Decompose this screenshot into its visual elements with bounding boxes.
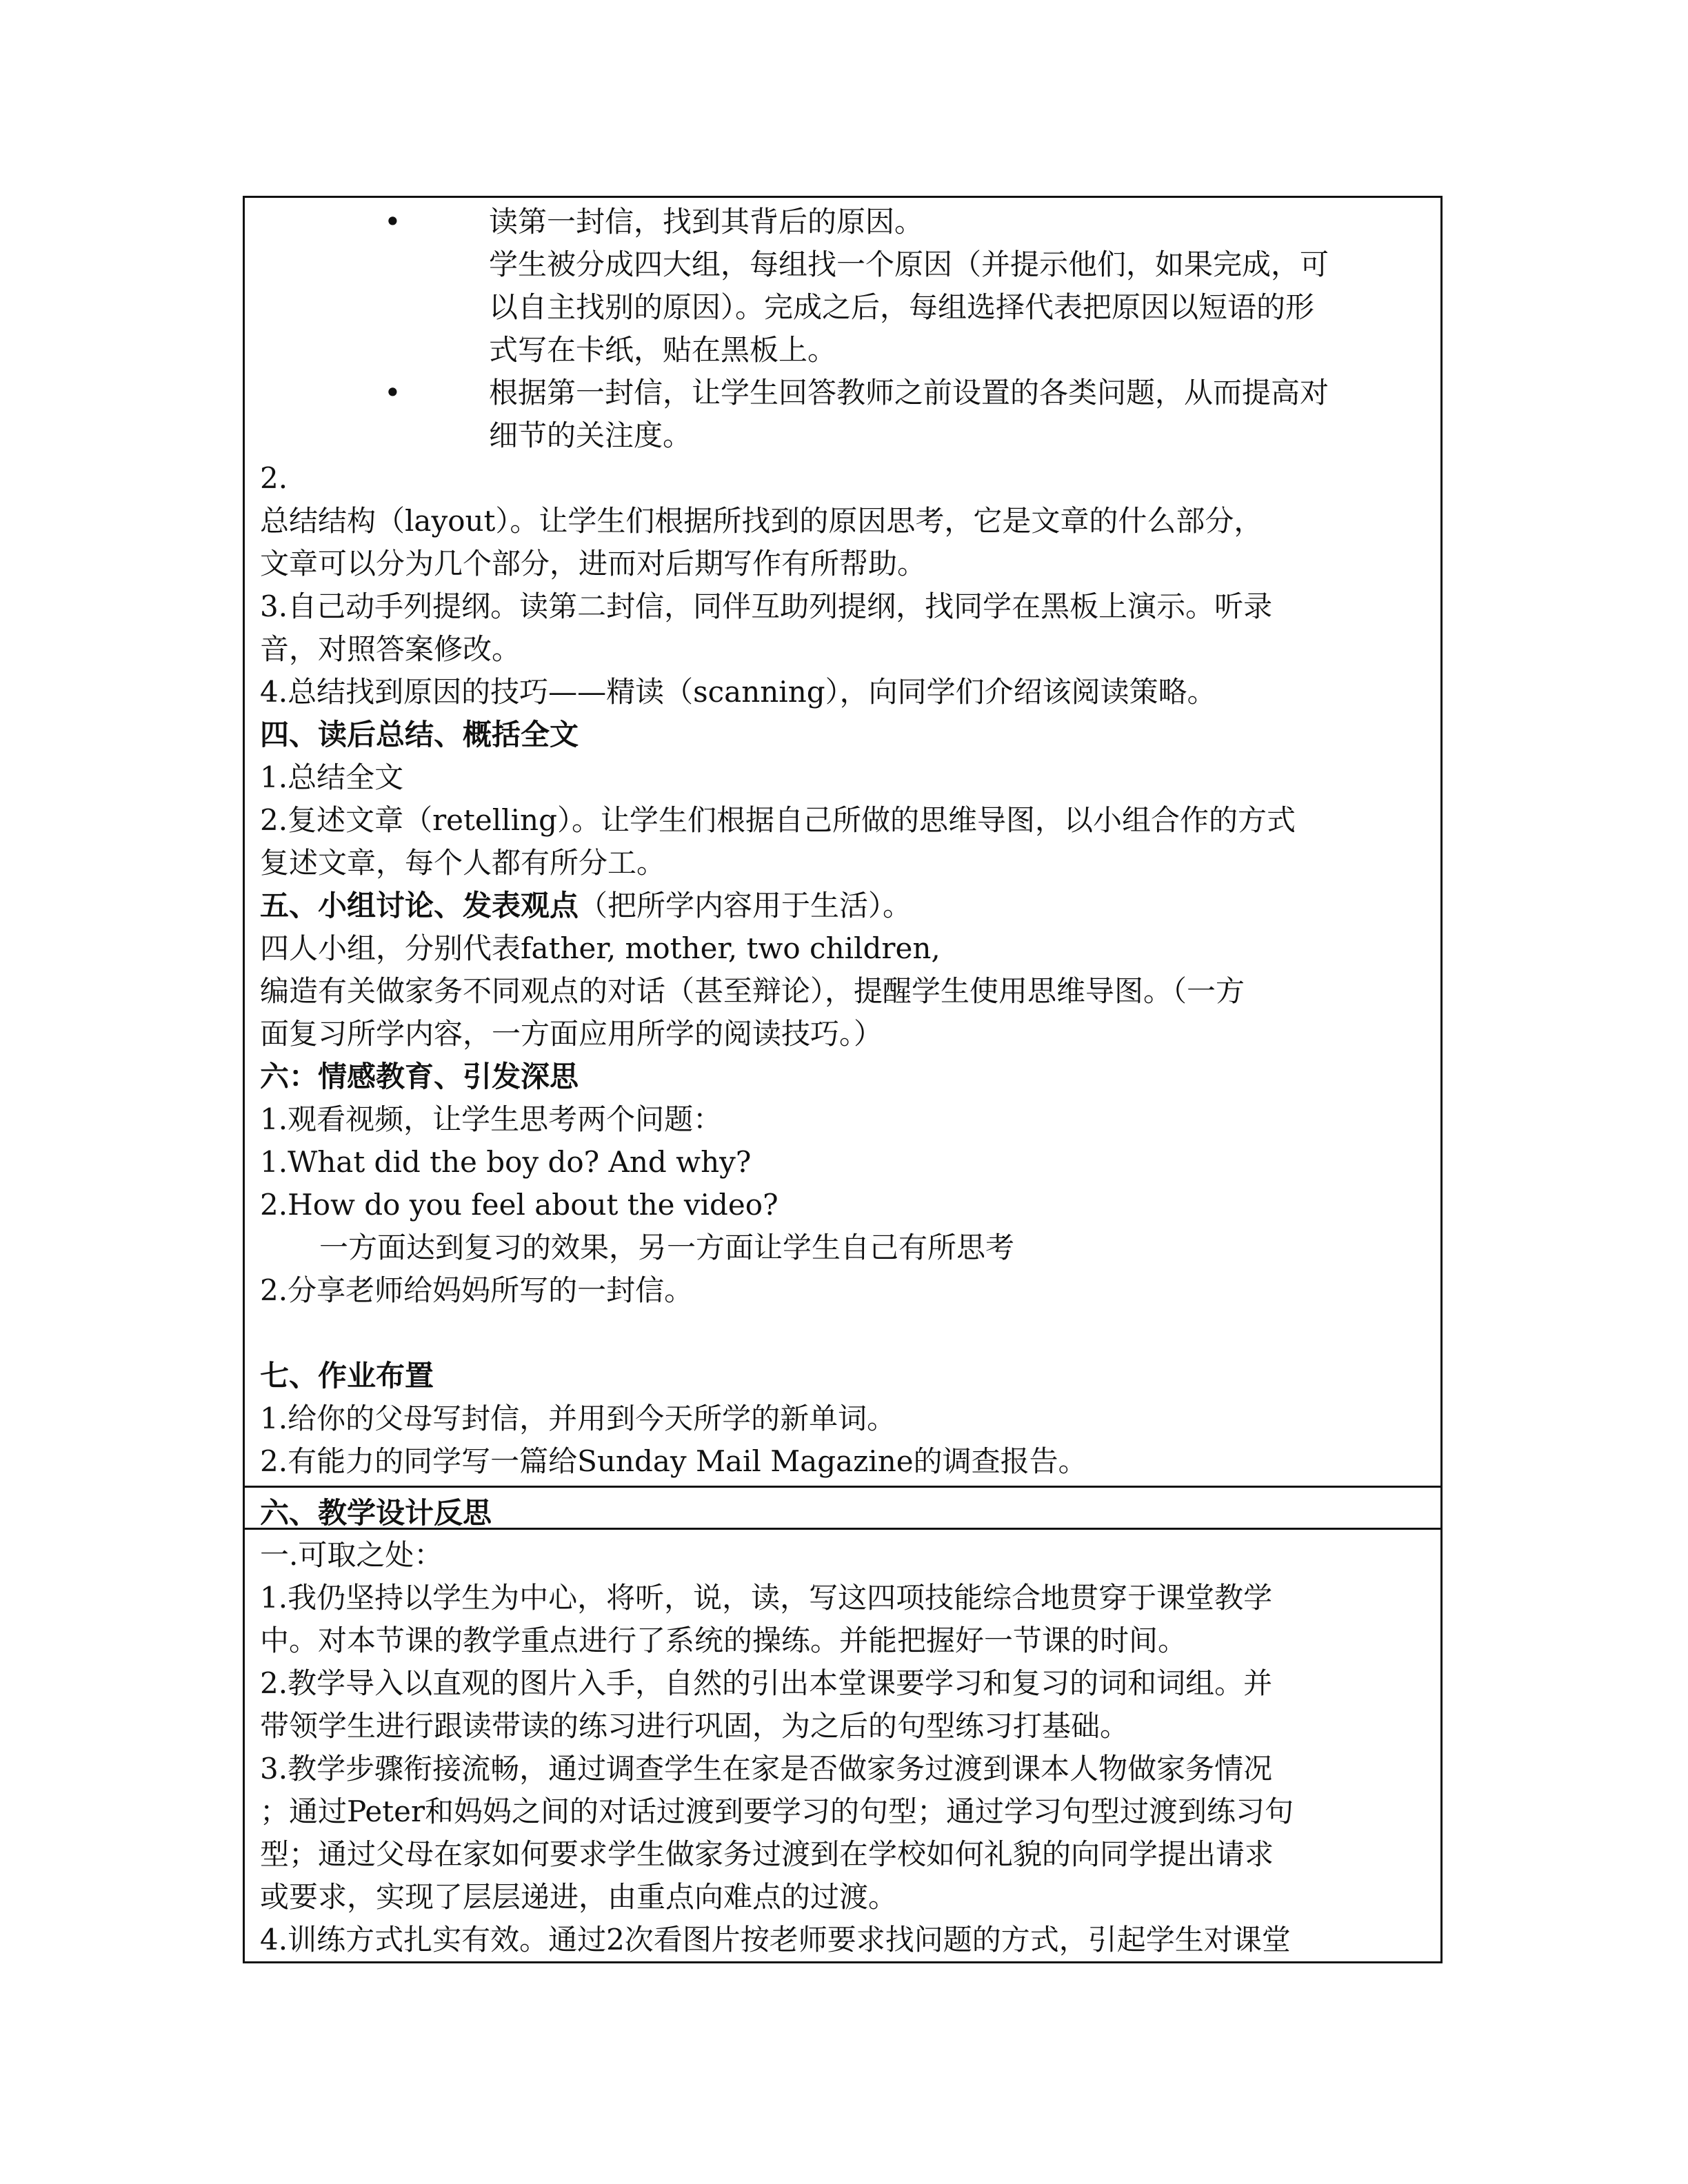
paragraph-line: 复述文章，每个人都有所分工。: [260, 846, 666, 880]
paragraph-line: 编造有关做家务不同观点的对话（甚至辩论），提醒学生使用思维导图。（一方: [260, 974, 1245, 1008]
paragraph-line: 2.分享老师给妈妈所写的一封信。: [260, 1273, 694, 1307]
paragraph-line: 3.自己动手列提纲。读第二封信，同伴互助列提纲，找同学在黑板上演示。听录: [260, 589, 1273, 623]
bullet-item: [260, 372, 1425, 457]
reflection-heading: 六、教学设计反思: [260, 1496, 492, 1530]
paragraph-line: 2.教学导入以直观的图片入手，自然的引出本堂课要学习和复习的词和词组。并: [260, 1666, 1273, 1700]
paragraph-line: 4.训练方式扎实有效。通过2次看图片按老师要求找问题的方式，引起学生对课堂: [260, 1923, 1291, 1957]
bullet-text: 式写在卡纸，贴在黑板上。: [489, 333, 837, 367]
reflection-cell: [245, 1530, 1440, 1961]
paragraph-line: 或要求，实现了层层递进，由重点向难点的过渡。: [260, 1880, 898, 1914]
bullet-icon: •: [384, 205, 401, 239]
paragraph-line: ；通过Peter和妈妈之间的对话过渡到要学习的句型；通过学习句型过渡到练习句: [260, 1794, 1294, 1828]
paragraph-line: 1.给你的父母写封信，并用到今天所学的新单词。: [260, 1402, 896, 1435]
paragraph-line: 中。对本节课的教学重点进行了系统的操练。并能把握好一节课的时间。: [260, 1624, 1187, 1657]
paragraph-line: 总结结构（layout）。让学生们根据所找到的原因思考，它是文章的什么部分，: [260, 504, 1263, 538]
paragraph-line: 2.How do you feel about the video?: [260, 1188, 778, 1222]
bullet-continuation: [260, 243, 1425, 372]
section-heading-bold: 五、小组讨论、发表观点: [260, 889, 579, 922]
bullet-text: 学生被分成四大组，每组找一个原因（并提示他们，如果完成，可: [489, 247, 1329, 281]
paragraph-line: 一.可取之处：: [260, 1538, 443, 1572]
section-heading: 七、作业布置: [260, 1359, 434, 1393]
paragraph-line: 1.观看视频，让学生思考两个问题：: [260, 1102, 723, 1136]
paragraph-line: 4.总结找到原因的技巧——精读（scanning），向同学们介绍该阅读策略。: [260, 675, 1216, 709]
section-heading-note: （把所学内容用于生活）。: [579, 889, 912, 922]
section-heading: 六：情感教育、引发深思: [260, 1060, 579, 1093]
paragraph-line: 2.复述文章（retelling）。让学生们根据自己所做的思维导图，以小组合作的方式: [260, 803, 1296, 837]
paragraph-line: 3.教学步骤衔接流畅，通过调查学生在家是否做家务过渡到课本人物做家务情况: [260, 1752, 1273, 1786]
bullet-text: 以自主找别的原因）。完成之后，每组选择代表把原因以短语的形: [489, 290, 1315, 324]
reflection-heading-cell: [245, 1486, 1440, 1530]
section-heading: [260, 884, 1425, 927]
blank-line: [260, 1312, 1425, 1355]
lesson-plan-table: [243, 196, 1443, 1963]
bullet-text: 根据第一封信，让学生回答教师之前设置的各类问题，从而提高对: [489, 376, 1329, 410]
bullet-item: [260, 201, 1425, 243]
section-heading: 四、读后总结、概括全文: [260, 718, 579, 751]
paragraph-line: 1.我仍坚持以学生为中心，将听，说，读，写这四项技能综合地贯穿于课堂教学: [260, 1581, 1273, 1615]
bullet-text: 读第一封信，找到其背后的原因。: [489, 205, 924, 239]
paragraph-line: 一方面达到复习的效果，另一方面让学生自己有所思考: [319, 1231, 1015, 1264]
paragraph-line: 文章可以分为几个部分，进而对后期写作有所帮助。: [260, 547, 927, 580]
paragraph-line: 带领学生进行跟读带读的练习进行巩固，为之后的句型练习打基础。: [260, 1709, 1129, 1743]
paragraph-line: 四人小组，分别代表father, mother, two children,: [260, 931, 941, 965]
teaching-steps-cell: [245, 198, 1440, 1486]
item-number: 2.: [260, 461, 288, 495]
paragraph-line: 型；通过父母在家如何要求学生做家务过渡到在学校如何礼貌的向同学提出请求: [260, 1837, 1274, 1871]
bullet-icon: •: [384, 376, 401, 410]
paragraph-line: 音，对照答案修改。: [260, 632, 521, 666]
bullet-text: 细节的关注度。: [489, 418, 692, 452]
paragraph-line: 1.What did the boy do? And why?: [260, 1145, 752, 1179]
paragraph-line: 1.总结全文: [260, 760, 404, 794]
paragraph-line: 2.有能力的同学写一篇给Sunday Mail Magazine的调查报告。: [260, 1444, 1087, 1478]
paragraph-line: 面复习所学内容，一方面应用所学的阅读技巧。）: [260, 1017, 883, 1051]
